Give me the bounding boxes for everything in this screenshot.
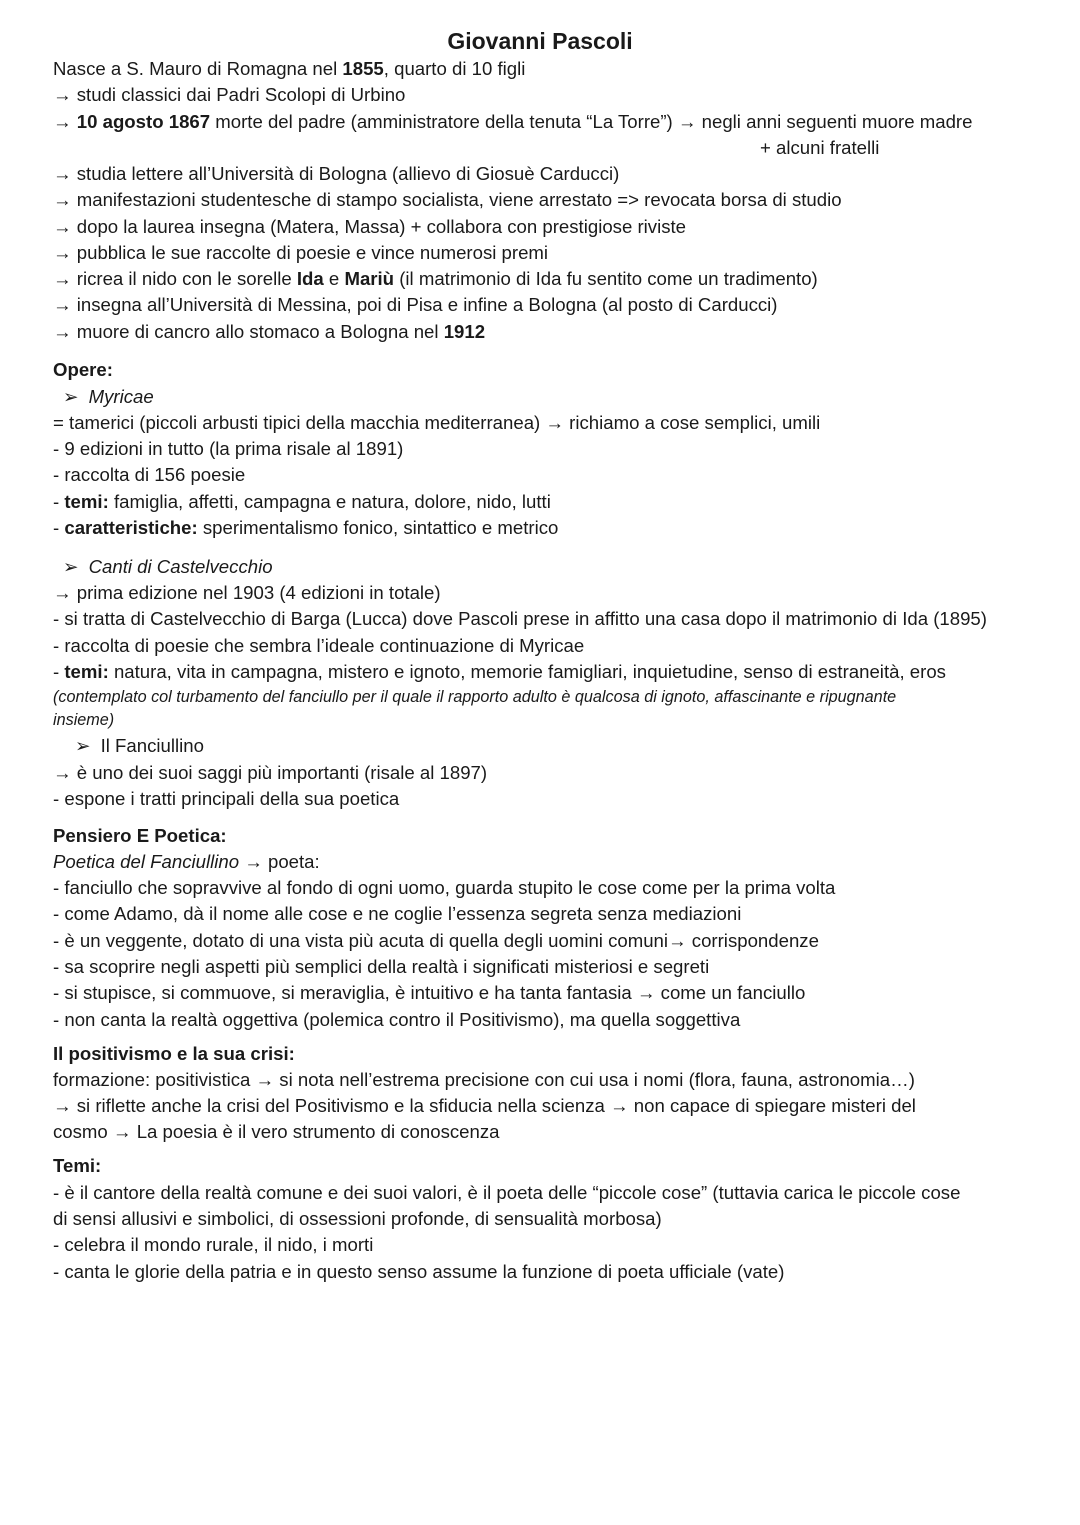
temi-line: - celebra il mondo rurale, il nido, i morti <box>53 1234 374 1255</box>
positivismo-line: cosmo → La poesia è il vero strumento di conoscenza <box>53 1121 500 1142</box>
opere-line: - raccolta di 156 poesie <box>53 464 246 485</box>
temi-line: - è il cantore della realtà comune e dei suoi valori, è il poeta delle “piccole cose” (tuttavia carica le piccole cose <box>53 1182 961 1203</box>
bio-line: → manifestazioni studentesche di stampo socialista, viene arrestato => revocata borsa di studio <box>53 189 842 210</box>
section-heading-temi: Temi: <box>53 1155 102 1176</box>
opere-line: - temi: famiglia, affetti, campagna e natura, dolore, nido, lutti <box>53 491 551 512</box>
opere-line: → è uno dei suoi saggi più importanti (risale al 1897) <box>53 762 488 783</box>
arrowhead-bullet-icon: ➢ <box>63 386 79 407</box>
bullet-fanciullino: ➢ Il Fanciullino <box>75 735 204 756</box>
section-heading-pensiero: Pensiero E Poetica: <box>53 825 227 846</box>
bio-line-continuation: + alcuni fratelli <box>760 137 880 158</box>
positivismo-line: formazione: positivistica → si nota nell’estrema precisione con cui usa i nomi (flora, fauna, astronomia…) <box>53 1069 915 1090</box>
pensiero-line: - fanciullo che sopravvive al fondo di ogni uomo, guarda stupito le cose come per la prima volta <box>53 877 836 898</box>
section-heading-opere: Opere: <box>53 359 113 380</box>
opere-line: - caratteristiche: sperimentalismo fonico, sintattico e metrico <box>53 517 559 538</box>
opere-line: - si tratta di Castelvecchio di Barga (Lucca) dove Pascoli prese in affitto una casa dopo il matrimonio di Ida (1895) <box>53 608 987 629</box>
pensiero-line: - si stupisce, si commuove, si meraviglia, è intuitivo e ha tanta fantasia → come un fanciullo <box>53 982 806 1003</box>
pensiero-line: - è un veggente, dotato di una vista più acuta di quella degli uomini comuni→ corrispondenze <box>53 930 819 951</box>
bio-line: Nasce a S. Mauro di Romagna nel 1855, quarto di 10 figli <box>53 58 526 79</box>
opere-line: = tamerici (piccoli arbusti tipici della macchia mediterranea) → richiamo a cose semplici, umili <box>53 412 821 433</box>
bullet-myricae: ➢ Myricae <box>63 386 154 407</box>
arrowhead-bullet-icon: ➢ <box>63 556 79 577</box>
pensiero-subheading: Poetica del Fanciullino → poeta: <box>53 851 320 872</box>
bio-line: → insegna all’Università di Messina, poi di Pisa e infine a Bologna (al posto di Carducci) <box>53 294 778 315</box>
temi-line: di sensi allusivi e simbolici, di ossessioni profonde, di sensualità morbosa) <box>53 1208 662 1229</box>
page-title: Giovanni Pascoli <box>447 28 633 54</box>
opere-line: → prima edizione nel 1903 (4 edizioni in totale) <box>53 582 441 603</box>
bio-line: → muore di cancro allo stomaco a Bologna nel 1912 <box>53 321 486 342</box>
positivismo-line: → si riflette anche la crisi del Positivismo e la sfiducia nella scienza → non capace di spiegare misteri del <box>53 1095 916 1116</box>
pensiero-line: - come Adamo, dà il nome alle cose e ne coglie l’essenza segreta senza mediazioni <box>53 903 742 924</box>
bio-line: → studia lettere all’Università di Bologna (allievo di Giosuè Carducci) <box>53 163 620 184</box>
bio-line: → 10 agosto 1867 morte del padre (amministratore della tenuta “La Torre”) → negli anni seguenti muore madre <box>53 111 973 132</box>
note-line: (contemplato col turbamento del fanciullo per il quale il rapporto adulto è qualcosa di ignoto, affascinante e ripugnante <box>53 688 897 706</box>
opere-line: - temi: natura, vita in campagna, mistero e ignoto, memorie famigliari, inquietudine, senso di estraneità, eros <box>53 661 946 682</box>
temi-line: - canta le glorie della patria e in questo senso assume la funzione di poeta ufficiale (vate) <box>53 1261 785 1282</box>
opere-line: - raccolta di poesie che sembra l’ideale continuazione di Myricae <box>53 635 585 656</box>
arrowhead-bullet-icon: ➢ <box>75 735 91 756</box>
bio-line: → studi classici dai Padri Scolopi di Urbino <box>53 84 406 105</box>
pensiero-line: - non canta la realtà oggettiva (polemica contro il Positivismo), ma quella soggettiva <box>53 1009 741 1030</box>
note-line: insieme) <box>53 711 115 729</box>
bio-line: → ricrea il nido con le sorelle Ida e Mariù (il matrimonio di Ida fu sentito come un tradimento) <box>53 268 818 289</box>
opere-line: - 9 edizioni in tutto (la prima risale al 1891) <box>53 438 404 459</box>
bio-line: → pubblica le sue raccolte di poesie e vince numerosi premi <box>53 242 549 263</box>
opere-line: - espone i tratti principali della sua poetica <box>53 788 400 809</box>
bullet-canti: ➢ Canti di Castelvecchio <box>63 556 273 577</box>
bio-line: → dopo la laurea insegna (Matera, Massa) + collabora con prestigiose riviste <box>53 216 687 237</box>
pensiero-line: - sa scoprire negli aspetti più semplici della realtà i significati misteriosi e segreti <box>53 956 710 977</box>
section-heading-positivismo: Il positivismo e la sua crisi: <box>53 1043 295 1064</box>
